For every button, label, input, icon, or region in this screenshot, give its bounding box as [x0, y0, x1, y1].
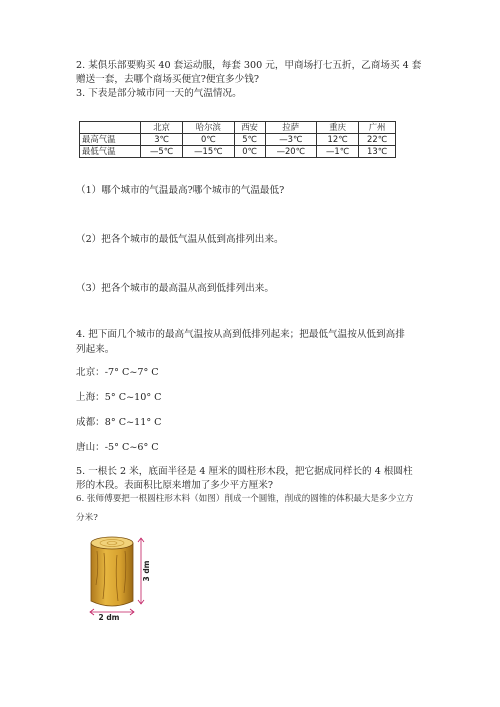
q3-sub1: （1）哪个城市的气温最高?哪个城市的气温最低?	[76, 185, 285, 196]
q6-line2: 分米?	[76, 513, 98, 523]
table-cell: 最高气温	[80, 134, 141, 146]
q4-line1: 4. 把下面几个城市的最高气温按从高到低排列起来；把最低气温按从低到高排	[76, 329, 405, 340]
q4-city-tangshan: 唐山：-5° C~6° C	[76, 442, 159, 453]
table-header-cell: 西安	[234, 122, 265, 134]
table-cell: 最低气温	[80, 146, 141, 158]
q4-city-shanghai: 上海：5° C~10° C	[76, 392, 162, 403]
width-label: 2 dm	[98, 613, 120, 621]
q2-line2: 赠送一套，去哪个商场买便宜?便宜多少钱?	[76, 74, 259, 85]
table-header-cell: 哈尔滨	[183, 122, 234, 134]
table-header-cell: 广州	[359, 122, 396, 134]
table-cell: 0℃	[234, 146, 265, 158]
table-row	[80, 134, 396, 146]
table-cell: —15℃	[183, 146, 234, 158]
q4-line2: 列起来。	[76, 344, 115, 355]
table-cell: —1℃	[317, 146, 359, 158]
table-row	[80, 146, 396, 158]
table-cell: —3℃	[265, 134, 316, 146]
table-cell: 22℃	[359, 134, 396, 146]
table-cell: —5℃	[141, 146, 183, 158]
temperature-table	[79, 121, 396, 158]
table-header-cell: 北京	[141, 122, 183, 134]
q6-line1: 6. 张师傅要把一根圆柱形木料（如图）削成一个圆锥，削成的圆锥的体积最大是多少立方	[76, 494, 414, 504]
table-cell: 0℃	[183, 134, 234, 146]
height-label: 3 dm	[142, 560, 151, 582]
wooden-log-figure	[87, 533, 157, 621]
cylinder-log-icon	[91, 537, 133, 606]
table-cell: 3℃	[141, 134, 183, 146]
table-header-cell	[80, 122, 141, 134]
q3-sub2: （2）把各个城市的最低气温从低到高排列出来。	[76, 234, 284, 245]
q4-city-beijing: 北京：-7° C~7° C	[76, 367, 159, 378]
q3-sub3: （3）把各个城市的最高温从高到低排列出来。	[76, 283, 274, 294]
table-header-cell: 重庆	[317, 122, 359, 134]
table-header-row	[80, 122, 396, 134]
table-cell: 12℃	[317, 134, 359, 146]
q3-intro: 3. 下表是部分城市同一天的气温情况。	[76, 88, 242, 99]
q4-city-chengdu: 成都：8° C~11° C	[76, 417, 162, 428]
table-cell: 5℃	[234, 134, 265, 146]
q5-line2: 形的木段。表面积比原来增加了多少平方厘米?	[76, 480, 274, 491]
table-cell: 13℃	[359, 146, 396, 158]
table-cell: —20℃	[265, 146, 316, 158]
table-header-cell: 拉萨	[265, 122, 316, 134]
q2-line1: 2. 某俱乐部要购买 40 套运动服，每套 300 元，甲商场打七五折，乙商场买 4 套	[76, 60, 422, 71]
q5-line1: 5. 一根长 2 米，底面半径是 4 厘米的圆柱形木段，把它据成同样长的 4 根圆柱	[76, 466, 413, 477]
